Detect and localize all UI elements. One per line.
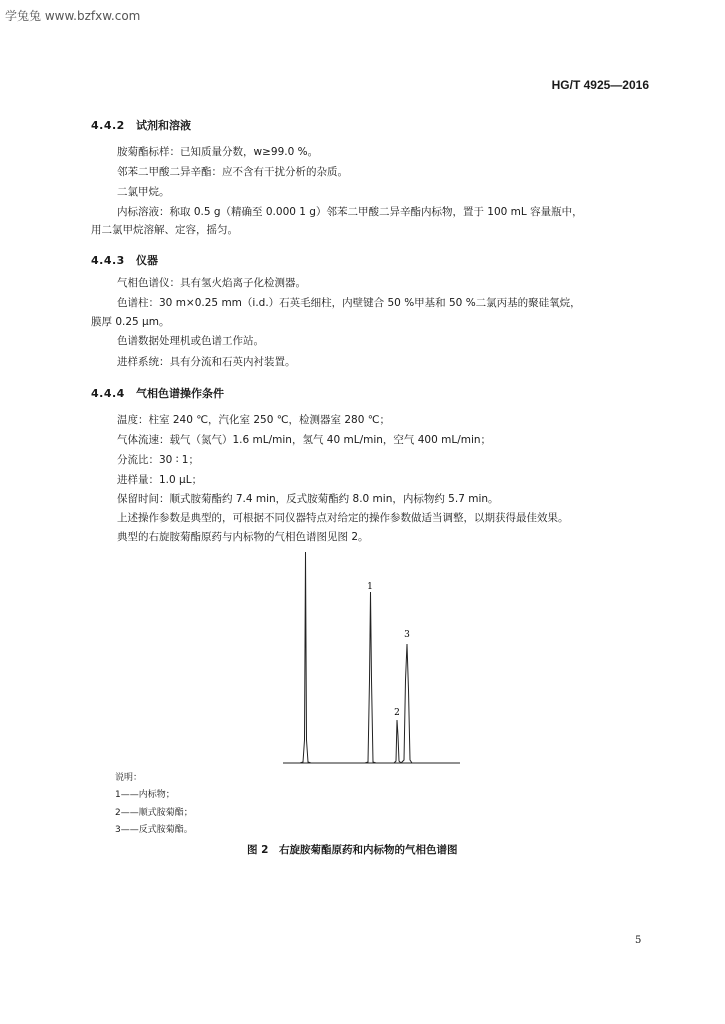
- paragraph-line: 进样量：1.0 μL；: [117, 474, 203, 486]
- section-heading-4-4-4: [91, 385, 224, 401]
- legend-key: 3: [115, 825, 121, 835]
- paragraph-line: 进样系统：具有分流和石英内衬装置。: [117, 356, 296, 368]
- paragraph-line: 色谱柱：30 m×0.25 mm（i.d.）石英毛细柱，内壁键合 50 %甲基和 50 %二氯丙基的聚硅氧烷，: [117, 297, 581, 309]
- paragraph-line: 上述操作参数是典型的，可根据不同仪器特点对给定的操作参数做适当调整，以期获得最佳效果。: [117, 512, 569, 524]
- paragraph-line: 温度：柱室 240 ℃，汽化室 250 ℃，检测器室 280 ℃；: [117, 414, 391, 426]
- paragraph-line: 膜厚 0.25 μm。: [91, 316, 170, 328]
- paragraph-line: 气相色谱仪：具有氢火焰离子化检测器。: [117, 277, 306, 289]
- paragraph-line: 保留时间：顺式胺菊酯约 7.4 min，反式胺菊酯约 8.0 min，内标物约 5.7 min。: [117, 493, 499, 505]
- legend-key: 2: [115, 808, 121, 818]
- legend-key: 1: [115, 790, 121, 800]
- legend-text: 内标物；: [138, 790, 175, 800]
- legend-item: [115, 807, 193, 819]
- section-title: 试剂和溶液: [136, 119, 191, 132]
- page-number: 5: [635, 935, 642, 946]
- section-heading-4-4-2: [91, 117, 191, 133]
- paragraph-line: 色谱数据处理机或色谱工作站。: [117, 335, 264, 347]
- section-number: 4.4.4: [91, 387, 125, 400]
- paragraph-line: 胺菊酯标样：已知质量分数，w≥99.0 %。: [117, 146, 319, 158]
- paragraph-line: 典型的右旋胺菊酯原药与内标物的气相色谱图见图 2。: [117, 531, 369, 543]
- paragraph-line: 二氯甲烷。: [117, 186, 170, 198]
- paragraph-line: 分流比：30 ∶ 1；: [117, 454, 199, 466]
- legend-text: 顺式胺菊酯；: [138, 808, 193, 818]
- chromatogram-figure: [280, 540, 465, 765]
- legend-separator: ——: [120, 825, 139, 835]
- paragraph-line: 邻苯二甲酸二异辛酯：应不含有干扰分析的杂质。: [117, 166, 348, 178]
- standard-code: HG/T 4925—2016: [551, 78, 649, 92]
- section-title: 仪器: [136, 254, 158, 267]
- legend-text: 反式胺菊酯。: [138, 825, 193, 835]
- chromatogram-peak-2: [394, 720, 401, 763]
- legend-item: [115, 824, 193, 836]
- paragraph-line: 用二氯甲烷溶解、定容，摇匀。: [91, 224, 238, 236]
- chromatogram-peak-solvent: [300, 552, 311, 763]
- chromatogram-peak-3: [401, 644, 412, 763]
- figure-caption: 图 2 右旋胺菊酯原药和内标物的气相色谱图: [247, 844, 458, 856]
- chromatogram-peak-1: [365, 592, 376, 763]
- legend-title: 说明：: [115, 773, 143, 783]
- paragraph-line: 气体流速：载气（氮气）1.6 mL/min，氢气 40 mL/min，空气 400 mL/min；: [117, 434, 492, 446]
- peak-label-3: 3: [404, 630, 410, 640]
- legend-separator: ——: [120, 808, 139, 818]
- watermark-text: 学兔兔 www.bzfxw.com: [5, 9, 141, 23]
- paragraph-line: 内标溶液：称取 0.5 g（精确至 0.000 1 g）邻苯二甲酸二异辛酯内标物，置于 100 mL 容量瓶中，: [117, 206, 583, 218]
- section-title: 气相色谱操作条件: [136, 387, 224, 400]
- section-heading-4-4-3: [91, 252, 158, 268]
- peak-label-1: 1: [367, 582, 373, 592]
- section-number: 4.4.3: [91, 254, 125, 267]
- section-number: 4.4.2: [91, 119, 125, 132]
- legend-separator: ——: [120, 790, 139, 800]
- peak-label-2: 2: [394, 708, 400, 718]
- legend-item: [115, 789, 175, 801]
